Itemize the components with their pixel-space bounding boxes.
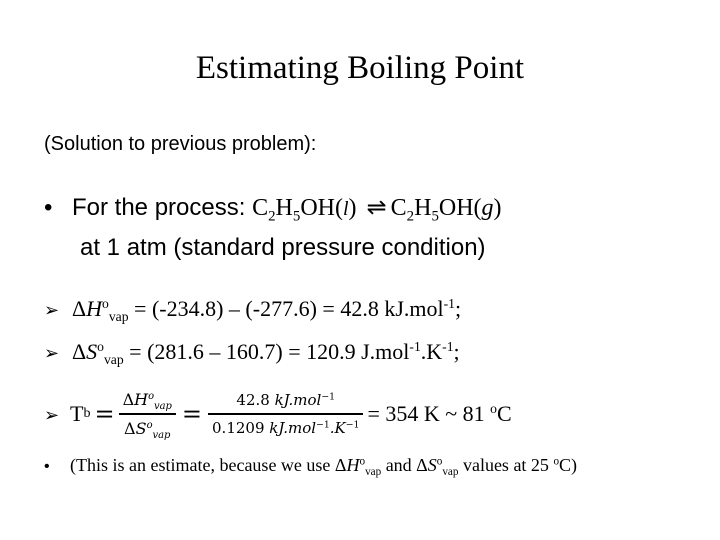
frac2-den-val: 0.1209 [212, 419, 270, 437]
fraction-numerator [119, 390, 176, 415]
product-oh: OH( [438, 195, 482, 221]
tb-result-sup: o [490, 400, 497, 416]
frac1-den-delta: Δ [124, 419, 136, 438]
reactant-h: H [275, 195, 293, 221]
frac1-den-sup: o [146, 420, 153, 432]
dh-sup: o [102, 295, 109, 311]
boiling-point-line: T b = $\frac{\Delta H^o_{vap}}{\Delta S^o_{vap}}$ = $\frac{42.8 kJ.mol^{-1}}{0.1209 kJ.mol^{-1}.K^{-1}}$ = 354 K ~ 81 $^o$C [70, 390, 512, 441]
dh-delta: Δ [72, 296, 87, 321]
ds-sup: o [97, 338, 104, 354]
note-t-sup: o [553, 455, 560, 468]
note-s-sup: o [436, 455, 443, 468]
reactant-close: ) [348, 195, 357, 221]
dh-unit-sup: -1 [443, 295, 455, 311]
fraction-values [208, 391, 363, 437]
tb-eq1: = [94, 400, 115, 428]
frac2-den-mid: .K [329, 419, 346, 437]
note-and: and Δ [381, 455, 428, 475]
ds-mid: .K [420, 339, 443, 364]
reactant-c: C [252, 195, 269, 221]
frac1-num-delta: Δ [122, 390, 135, 409]
product-state: g [481, 195, 494, 221]
ds-unit-sup2: -1 [442, 338, 454, 354]
intro-text: (Solution to previous problem): [44, 133, 317, 155]
arrow-bullet-icon: ➢ [44, 343, 60, 364]
note-end: C) [559, 455, 578, 475]
tb-result [367, 401, 511, 427]
product-h: H [414, 195, 432, 221]
note-h-sub: vap [365, 466, 382, 479]
frac2-den-sup1: −1 [316, 419, 330, 431]
tb-eq2: = [181, 400, 203, 428]
dh-var: H [86, 296, 103, 321]
note-h-var: H [346, 455, 360, 475]
frac2-num-sup: −1 [321, 391, 336, 403]
frac2-den-unit: kJ.mol [269, 419, 317, 437]
tb-result-unit: C [496, 401, 512, 426]
ds-sub: vap [103, 352, 124, 368]
product-c-sub: 2 [406, 208, 415, 225]
tb-var: T [70, 401, 84, 426]
bullet-marker: • [44, 458, 50, 475]
arrow-bullet-icon: ➢ [44, 405, 60, 426]
fraction-values-denominator [208, 415, 363, 437]
reactant-h-sub: 5 [292, 208, 301, 225]
frac1-den-var: S [135, 419, 147, 438]
estimate-note [70, 455, 578, 479]
arrow-bullet-icon: ➢ [44, 300, 60, 321]
note-s-sub: vap [442, 466, 459, 479]
reactant-state: l [342, 198, 349, 220]
fraction-enthalpy-over-entropy [119, 390, 176, 441]
frac2-num-unit: kJ.mol [274, 391, 322, 409]
slide-title: Estimating Boiling Point [195, 50, 525, 86]
note-tail: values at 25 [458, 455, 554, 475]
note-s-var: S [427, 455, 437, 475]
ds-var: S [86, 339, 98, 364]
process-lead: For the process: [72, 194, 253, 221]
fraction-denominator [119, 415, 176, 441]
frac2-den-sup2: −1 [345, 419, 360, 431]
product-c: C [390, 195, 407, 221]
ds-end: ; [453, 339, 460, 364]
equilibrium-arrow-icon: ⇌ [366, 194, 387, 221]
ds-unit-sup1: -1 [409, 338, 421, 354]
dh-text: = (-234.8) – (-277.6) = 42.8 kJ.mol [128, 296, 444, 321]
entropy-line [72, 338, 460, 368]
product-close: ) [493, 195, 502, 221]
tb-result-text: = 354 K ~ 81 [367, 401, 491, 426]
ds-text: = (281.6 – 160.7) = 120.9 J.mol [123, 339, 410, 364]
product-h-sub: 5 [431, 208, 439, 225]
bullet-marker: • [44, 194, 53, 221]
frac1-num-sub: vap [154, 400, 172, 412]
frac1-den-sub: vap [152, 429, 171, 441]
frac2-num-val: 42.8 [236, 391, 275, 409]
ds-delta: Δ [72, 339, 87, 364]
fraction-values-numerator [208, 391, 363, 415]
note-h-sup: o [359, 455, 366, 468]
note-open: (This is an estimate, because we use Δ [70, 455, 347, 475]
dh-end: ; [454, 296, 462, 321]
enthalpy-line [72, 295, 462, 325]
reactant-oh: OH( [300, 195, 343, 221]
frac1-num-var: H [134, 390, 149, 409]
reactant-c-sub: 2 [268, 208, 276, 225]
process-line [72, 193, 502, 225]
dh-sub: vap [108, 309, 129, 325]
frac1-num-sup: o [148, 391, 155, 403]
process-condition: at 1 atm (standard pressure condition) [80, 234, 486, 261]
